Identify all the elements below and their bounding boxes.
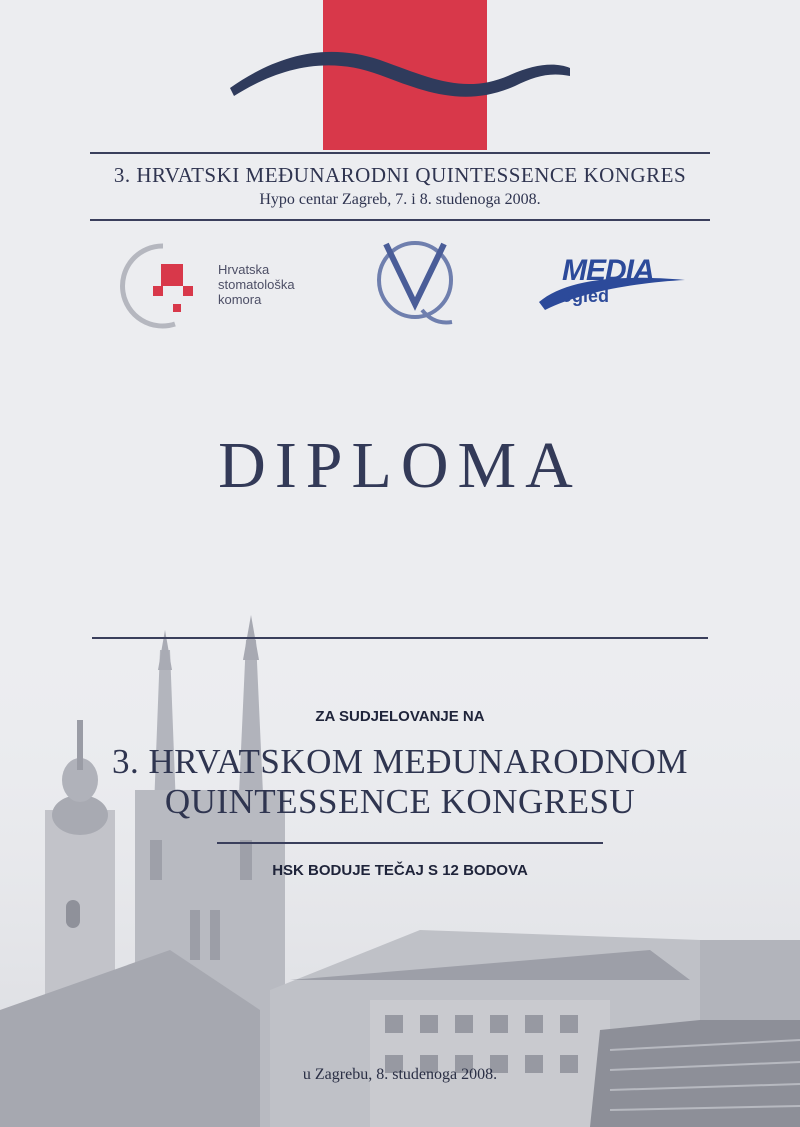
event-name-line-2: QUINTESSENCE KONGRESU [164, 782, 636, 821]
hsk-points-note: HSK BODUJE TEČAJ S 12 BODOVA [272, 862, 528, 879]
participation-intro: ZA SUDJELOVANJE NA [315, 708, 485, 725]
media-wordmark: MEDIA [562, 254, 654, 287]
hsk-line-3: komora [218, 292, 262, 307]
quintessence-logo-icon [372, 238, 458, 326]
event-name-line-1: 3. HRVATSKOM MEĐUNARODNOM [112, 742, 688, 781]
header-top-rule [90, 152, 710, 154]
congress-title: 3. HRVATSKI MEĐUNARODNI QUINTESSENCE KONGRES [113, 163, 687, 187]
diploma-heading: DIPLOMA [218, 429, 582, 502]
mid-rule [92, 637, 708, 639]
ogled-wordmark: ogled [561, 286, 609, 306]
emblem-wave [230, 40, 570, 110]
hsk-logo-text [218, 262, 295, 307]
hsk-emblem-icon [115, 240, 215, 330]
congress-emblem [230, 0, 570, 150]
event-underline [217, 842, 603, 844]
hsk-line-2: stomatološka [218, 277, 295, 292]
hsk-line-1: Hrvatska [218, 262, 270, 277]
media-ogled-logo [535, 250, 695, 320]
congress-venue-date: Hypo centar Zagreb, 7. i 8. studenoga 2008. [259, 191, 541, 208]
place-and-date: u Zagrebu, 8. studenoga 2008. [302, 1066, 498, 1083]
header-bottom-rule [90, 219, 710, 221]
hsk-logo [115, 240, 325, 330]
